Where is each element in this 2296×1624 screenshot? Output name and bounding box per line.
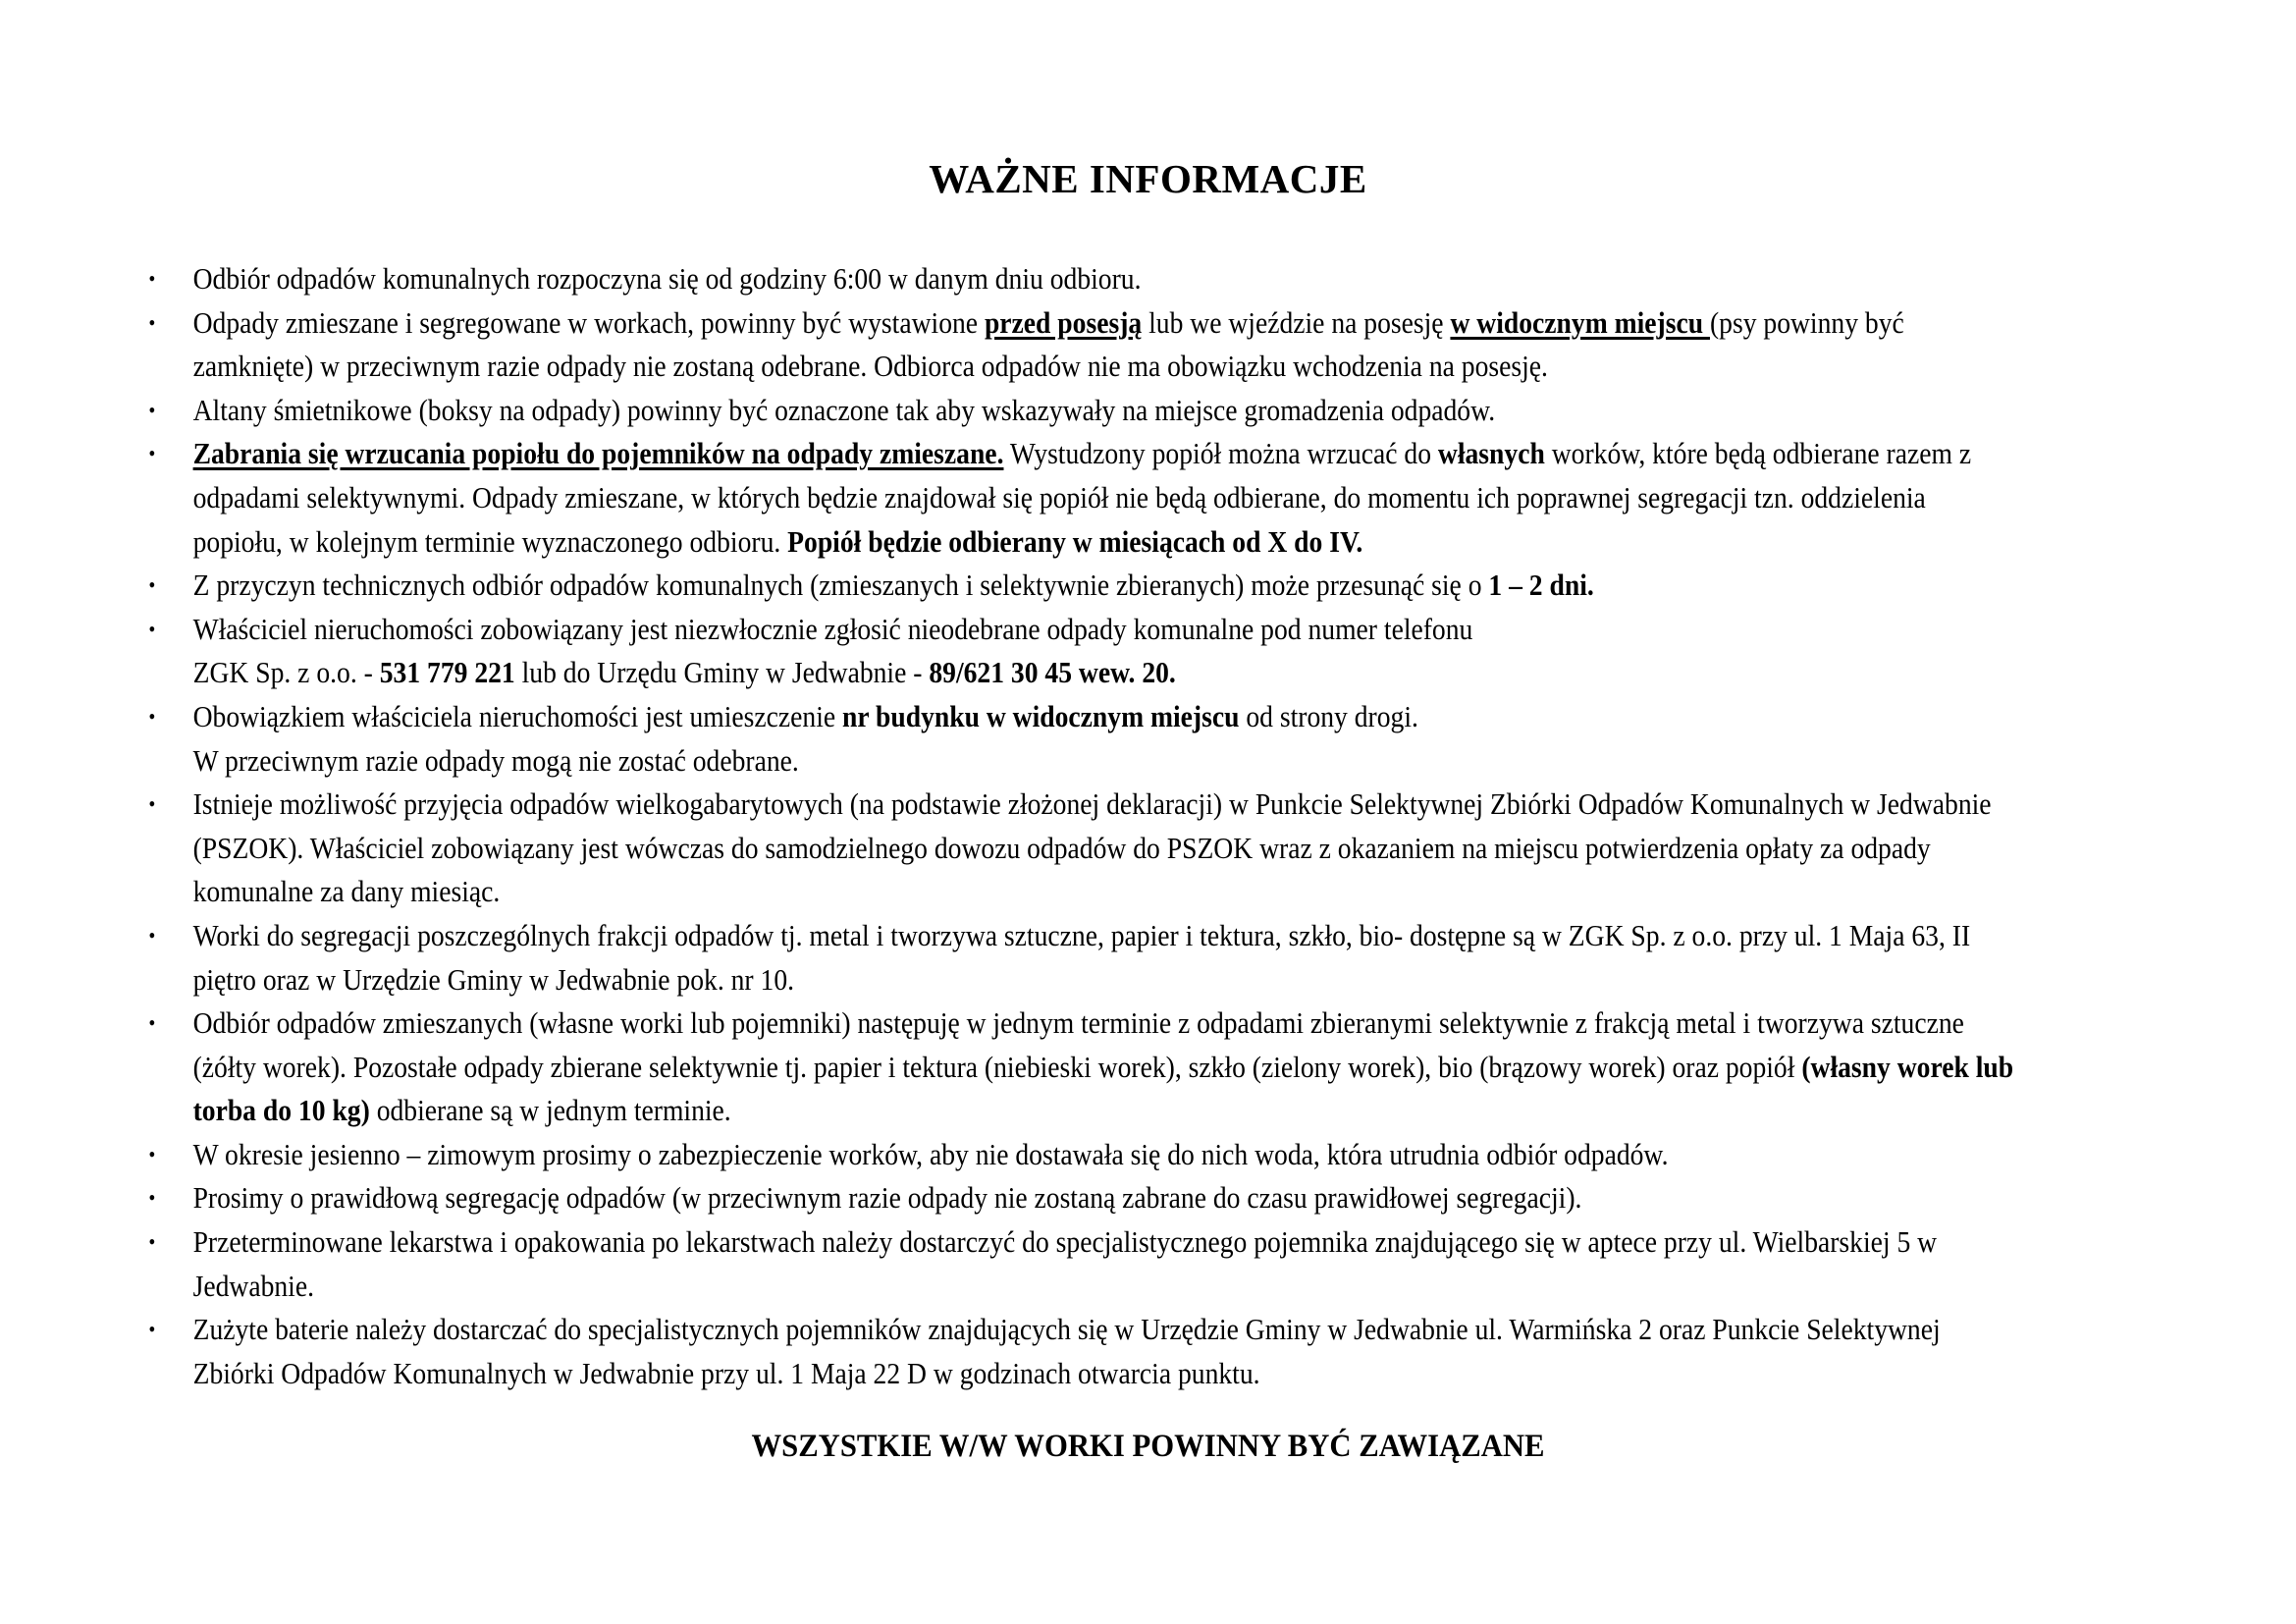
item-text: Z przyczyn technicznych odbiór odpadów komunalnych (zmieszanych i selektywnie zbieranych) może przesunąć się o bbox=[192, 568, 1489, 603]
bullet-icon: • bbox=[148, 703, 156, 729]
list-item bbox=[142, 1308, 2017, 1395]
item-text: Wystudzony popiół można wrzucać do bbox=[1003, 437, 1438, 471]
bullet-icon: • bbox=[148, 572, 156, 598]
emphasis-text: 531 779 221 bbox=[379, 656, 515, 690]
item-text: Zużyte baterie należy dostarczać do specjalistycznych pojemników znajdujących się w Urzędzie Gminy w Jedwabnie ul. Warmińska 2 oraz Punkcie Selektywnej Zbiórki Odpadów Komunalnych w Jedwabnie przy ul. 1 Maja 22 D w godzinach otwarcia punktu. bbox=[192, 1313, 1941, 1390]
emphasis-underlined-text: przed posesją bbox=[984, 305, 1143, 340]
item-text: lub we wjeździe na posesję bbox=[1142, 305, 1451, 340]
list-item bbox=[142, 432, 2017, 564]
emphasis-text: (własny worek lub torba do 10 kg) bbox=[192, 1050, 2014, 1128]
info-list bbox=[142, 257, 2017, 1395]
emphasis-underlined-text: Zabrania się wrzucania popiołu do pojemników na odpady zmieszane. bbox=[192, 437, 1004, 471]
emphasis-text: nr budynku w widocznym miejscu bbox=[842, 699, 1240, 733]
item-text: Obowiązkiem właściciela nieruchomości jest umieszczenie bbox=[192, 699, 843, 733]
list-item bbox=[142, 389, 2017, 433]
emphasis-text: Popiół będzie odbierany w miesiącach od X do IV. bbox=[787, 524, 1363, 559]
bullet-icon: • bbox=[148, 922, 156, 947]
emphasis-text: własnych bbox=[1437, 437, 1545, 471]
list-item bbox=[142, 914, 2017, 1001]
item-text: od strony drogi. bbox=[1239, 699, 1418, 733]
list-item bbox=[142, 301, 2017, 389]
item-text: worków, które będą odbierane razem z odpadami selektywnymi. Odpady zmieszane, w których będzie znajdował się popiół nie będą odbierane, do momentu ich poprawnej segregacji tzn. oddzielenia popiołu, w kolejnym terminie wyznaczonego odbioru. bbox=[192, 437, 1972, 559]
bullet-icon: • bbox=[148, 1317, 156, 1342]
list-item bbox=[142, 783, 2017, 914]
item-text: lub do Urzędu Gminy w Jedwabnie - bbox=[514, 656, 930, 690]
bullet-icon: • bbox=[148, 309, 156, 335]
emphasis-text: 89/621 30 45 wew. 20. bbox=[929, 656, 1176, 690]
item-text: W przeciwnym razie odpady mogą nie zostać odebrane. bbox=[192, 743, 799, 778]
list-item bbox=[142, 608, 2017, 695]
item-text: (psy powinny być zamknięte) w przeciwnym razie odpady nie zostaną odebrane. Odbiorca odpadów nie ma obowiązku wchodzenia na posesję. bbox=[192, 305, 1904, 384]
item-text: Odbiór odpadów zmieszanych (własne worki lub pojemniki) następuję w jednym terminie z odpadami zbieranymi selektywnie z frakcją metal i tworzywa sztuczne (żółty worek). Pozostałe odpady zbierane selektywnie tj. papier i tektura (niebieski worek), szkło (zielony worek), bio (brązowy worek) oraz popiół bbox=[192, 1006, 1964, 1084]
item-text: W okresie jesienno – zimowym prosimy o zabezpieczenie worków, aby nie dostawała się do nich woda, która utrudnia odbiór odpadów. bbox=[192, 1137, 1669, 1171]
item-text: Istnieje możliwość przyjęcia odpadów wielkogabarytowych (na podstawie złożonej deklaracji) w Punkcie Selektywnej Zbiórki Odpadów Komunalnych w Jedwabnie (PSZOK). Właściciel zobowiązany jest wówczas do samodzielnego dowozu odpadów do PSZOK wraz z okazaniem na miejscu potwierdzenia opłaty za odpady komunalne za dany miesiąc. bbox=[192, 787, 1992, 909]
bullet-icon: • bbox=[148, 397, 156, 422]
list-item bbox=[142, 695, 2017, 783]
list-item bbox=[142, 257, 2017, 301]
list-item bbox=[142, 1176, 2017, 1220]
bullet-icon: • bbox=[148, 1229, 156, 1255]
item-text: Odpady zmieszane i segregowane w workach, powinny być wystawione bbox=[192, 305, 985, 340]
item-text: ZGK Sp. z o.o. - bbox=[192, 656, 380, 690]
bullet-icon: • bbox=[148, 266, 156, 291]
bullet-icon: • bbox=[148, 1185, 156, 1211]
bullet-icon: • bbox=[148, 1010, 156, 1036]
item-text: Odbiór odpadów komunalnych rozpoczyna się od godziny 6:00 w danym dniu odbioru. bbox=[192, 262, 1142, 296]
item-text: Właściciel nieruchomości zobowiązany jest niezwłocznie zgłosić nieodebrane odpady komunalne pod numer telefonu bbox=[192, 612, 1473, 646]
item-text: Prosimy o prawidłową segregację odpadów (w przeciwnym razie odpady nie zostaną zabrane do czasu prawidłowej segregacji). bbox=[192, 1181, 1582, 1216]
emphasis-text: 1 – 2 dni. bbox=[1488, 568, 1594, 603]
page-title: WAŻNE INFORMACJE bbox=[929, 156, 1367, 201]
list-item bbox=[142, 1220, 2017, 1308]
item-text: Altany śmietnikowe (boksy na odpady) powinny być oznaczone tak aby wskazywały na miejsce gromadzenia odpadów. bbox=[192, 393, 1496, 427]
bullet-icon: • bbox=[148, 441, 156, 466]
item-text: odbierane są w jednym terminie. bbox=[369, 1094, 731, 1128]
footer-notice: WSZYSTKIE W/W WORKI POWINNY BYĆ ZAWIĄZANE bbox=[751, 1429, 1545, 1464]
bullet-icon: • bbox=[148, 791, 156, 817]
list-item bbox=[142, 564, 2017, 608]
item-text: Przeterminowane lekarstwa i opakowania po lekarstwach należy dostarczyć do specjalistycznego pojemnika znajdującego się w aptece przy ul. Wielbarskiej 5 w Jedwabnie. bbox=[192, 1225, 1938, 1303]
item-text: Worki do segregacji poszczególnych frakcji odpadów tj. metal i tworzywa sztuczne, papier i tektura, szkło, bio- dostępne są w ZGK Sp. z o.o. przy ul. 1 Maja 63, II piętro oraz w Urzędzie Gminy w Jedwabnie pok. nr 10. bbox=[192, 918, 1971, 997]
list-item bbox=[142, 1133, 2017, 1177]
list-item bbox=[142, 1001, 2017, 1133]
emphasis-underlined-text: w widocznym miejscu bbox=[1450, 305, 1710, 340]
bullet-icon: • bbox=[148, 616, 156, 641]
bullet-icon: • bbox=[148, 1141, 156, 1166]
